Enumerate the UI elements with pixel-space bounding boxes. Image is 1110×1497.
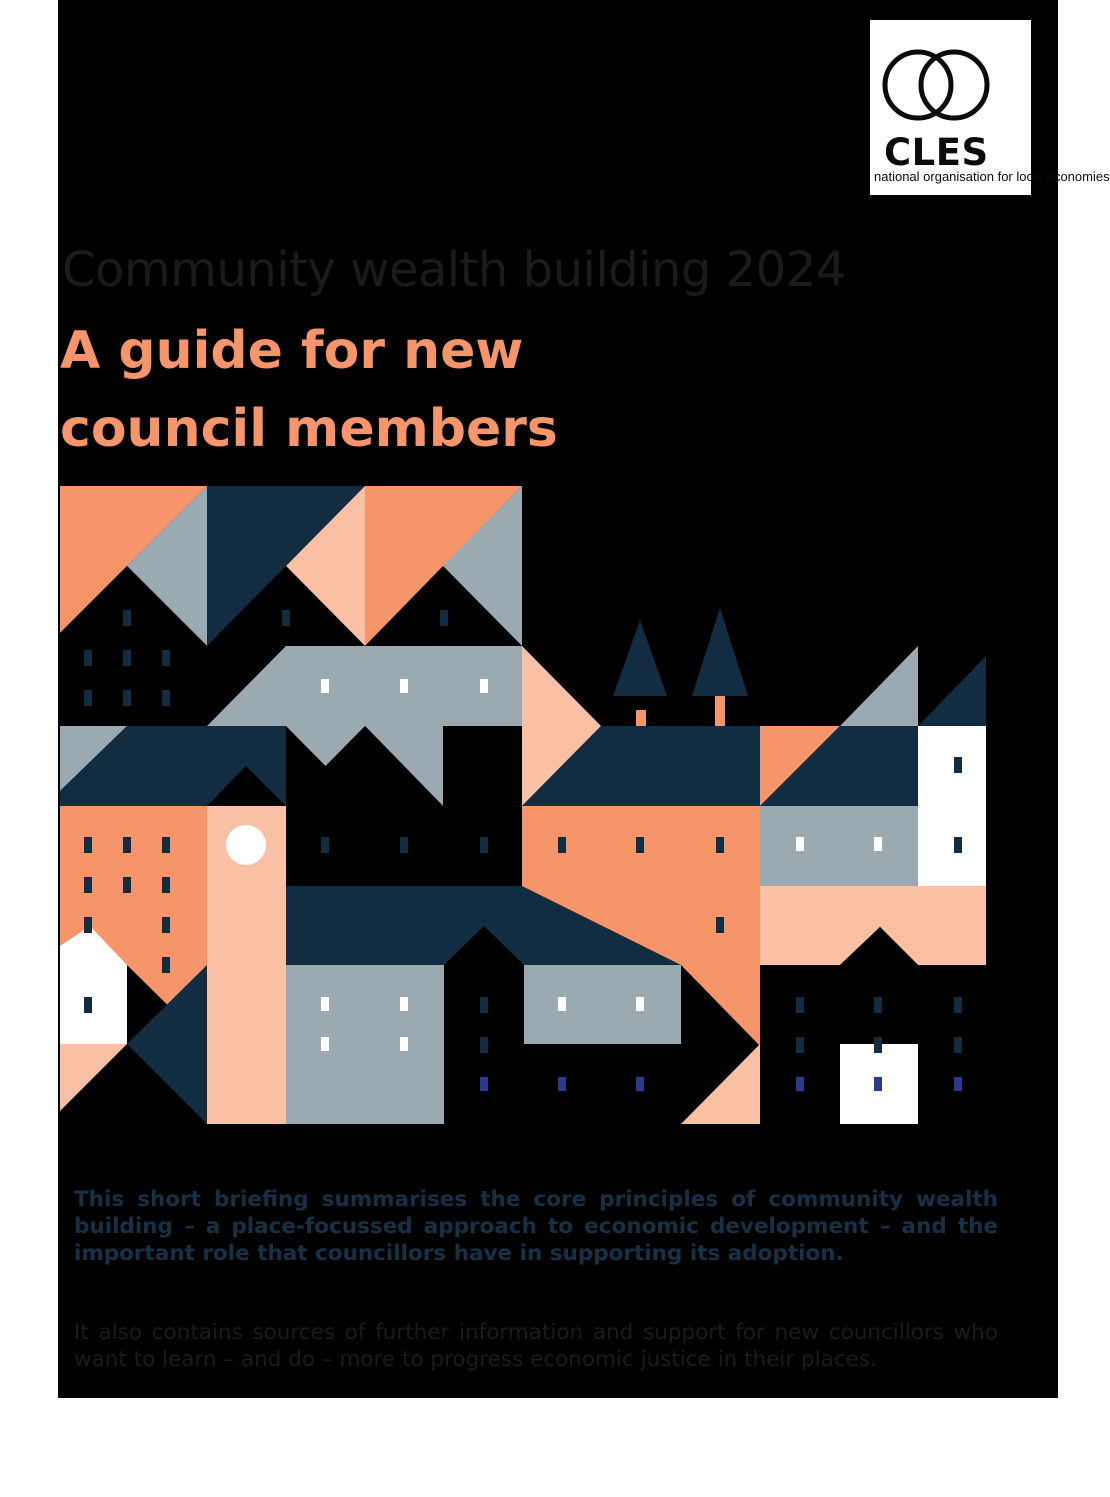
house-white xyxy=(918,726,986,886)
cles-logo xyxy=(870,20,1110,195)
roof-shape xyxy=(681,1044,760,1124)
house-grey xyxy=(760,806,918,886)
tree-trunk xyxy=(636,710,646,726)
roof-shape xyxy=(60,1044,127,1111)
tree-trunk xyxy=(715,696,725,726)
house-grey xyxy=(524,965,681,1044)
cover-title-line-1: A guide for new xyxy=(60,321,524,381)
tree-icon xyxy=(692,608,748,696)
roof-shape xyxy=(918,656,986,726)
cover-title-line-2: council members xyxy=(60,399,558,459)
interlocking-rings-icon xyxy=(882,46,992,136)
townscape-illustration xyxy=(60,486,986,1126)
house-orange xyxy=(60,806,207,926)
logo-wordmark: CLES xyxy=(884,131,989,174)
summary-secondary: It also contains sources of further information and support for new councillors who want to learn – and do – more to progress economic justice in their places. xyxy=(74,1320,998,1372)
summary-lead: This short briefing summarises the core principles of community wealth building – a place-focussed approach to economic development – and the important role that councillors have in supporting its adoption. xyxy=(74,1187,998,1266)
house-dark xyxy=(524,1044,681,1124)
report-kicker: Community wealth building 2024 xyxy=(62,242,846,298)
tree-icon xyxy=(613,620,667,696)
cover-title xyxy=(60,312,558,468)
house-dark xyxy=(444,926,524,1124)
logo-tagline: national organisation for local economies xyxy=(874,169,1110,184)
clock-icon xyxy=(226,825,266,865)
house-grey xyxy=(286,965,444,1124)
